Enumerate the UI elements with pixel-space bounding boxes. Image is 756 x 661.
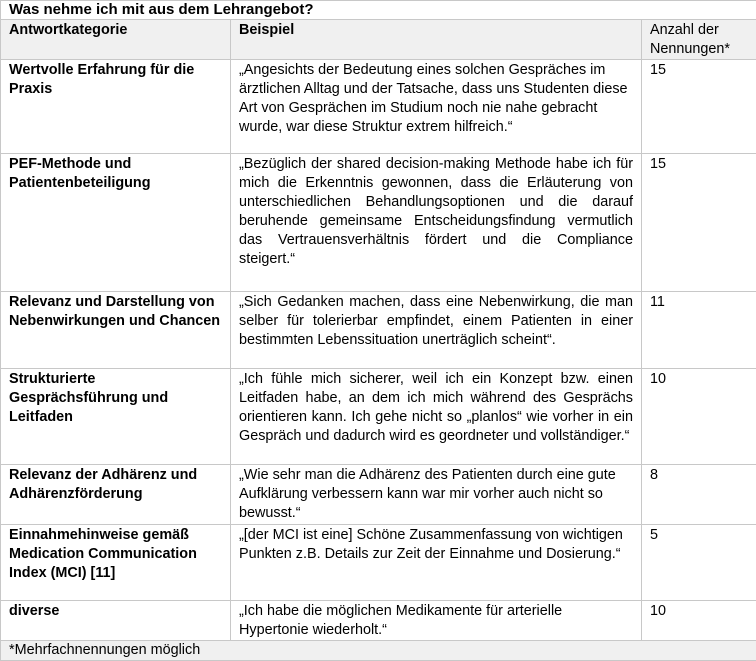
table-row [1, 369, 756, 465]
header-category: Antwortkategorie [1, 20, 231, 60]
count-cell: 10 [642, 601, 756, 641]
category-cell: Wertvolle Erfahrung für die Praxis [1, 60, 231, 154]
example-cell: „Ich habe die möglichen Medikamente für arterielle Hypertonie wiederholt.“ [231, 601, 642, 641]
count-cell: 5 [642, 525, 756, 601]
table-row [1, 601, 756, 641]
table-header-row [1, 20, 756, 60]
table-title-row [1, 1, 756, 20]
header-count: Anzahl der Nennungen* [642, 20, 756, 60]
table-row [1, 292, 756, 369]
category-cell: Relevanz und Darstellung von Nebenwirkungen und Chancen [1, 292, 231, 369]
category-cell: Strukturierte Gesprächsführung und Leitfaden [1, 369, 231, 465]
table-row [1, 154, 756, 292]
table-row [1, 525, 756, 601]
count-cell: 15 [642, 60, 756, 154]
example-cell: „Bezüglich der shared decision-making Methode habe ich für mich die Erkenntnis gewonnen, dass die Erläuterung von unterschiedlichen Behandlungsoptionen und die darauf beruhende gemeinsame Entscheidungsfindung vermutlich das Vertrauensverhältnis fördert und die Compliance steigert.“ [231, 154, 642, 292]
table-row [1, 60, 756, 154]
count-cell: 8 [642, 465, 756, 525]
table-row [1, 465, 756, 525]
category-cell: Einnahmehinweise gemäß Medication Communication Index (MCI) [11] [1, 525, 231, 601]
footnote: *Mehrfachnennungen möglich [1, 641, 756, 661]
category-cell: diverse [1, 601, 231, 641]
category-cell: PEF-Methode und Patientenbeteiligung [1, 154, 231, 292]
category-cell: Relevanz der Adhärenz und Adhärenzförderung [1, 465, 231, 525]
count-cell: 10 [642, 369, 756, 465]
count-cell: 15 [642, 154, 756, 292]
count-cell: 11 [642, 292, 756, 369]
example-cell: „[der MCI ist eine] Schöne Zusammenfassung von wichtigen Punkten z.B. Details zur Zeit der Einnahme und Dosierung.“ [231, 525, 642, 601]
example-cell: „Wie sehr man die Adhärenz des Patienten durch eine gute Aufklärung verbessern kann war mir vorher auch nicht so bewusst.“ [231, 465, 642, 525]
example-cell: „Ich fühle mich sicherer, weil ich ein Konzept bzw. einen Leitfaden habe, an dem ich mich während des Gesprächs orientieren kann. Ich gehe nicht so „planlos“ wie vorher in ein Gespräch und dadurch wird es geordneter und vollständiger.“ [231, 369, 642, 465]
header-example: Beispiel [231, 20, 642, 60]
table-footer-row [1, 641, 756, 661]
example-cell: „Angesichts der Bedeutung eines solchen Gespräches im ärztlichen Alltag und der Tatsache, dass uns Studenten diese Art von Gesprächen im Studium noch nie nahe gebracht wurde, war diese Struktur extrem hilfreich.“ [231, 60, 642, 154]
table-title: Was nehme ich mit aus dem Lehrangebot? [1, 1, 756, 20]
example-cell: „Sich Gedanken machen, dass eine Nebenwirkung, die man selber für tolerierbar empfindet, einem Patienten in einer bestimmten Lebenssituation unerträglich scheint“. [231, 292, 642, 369]
